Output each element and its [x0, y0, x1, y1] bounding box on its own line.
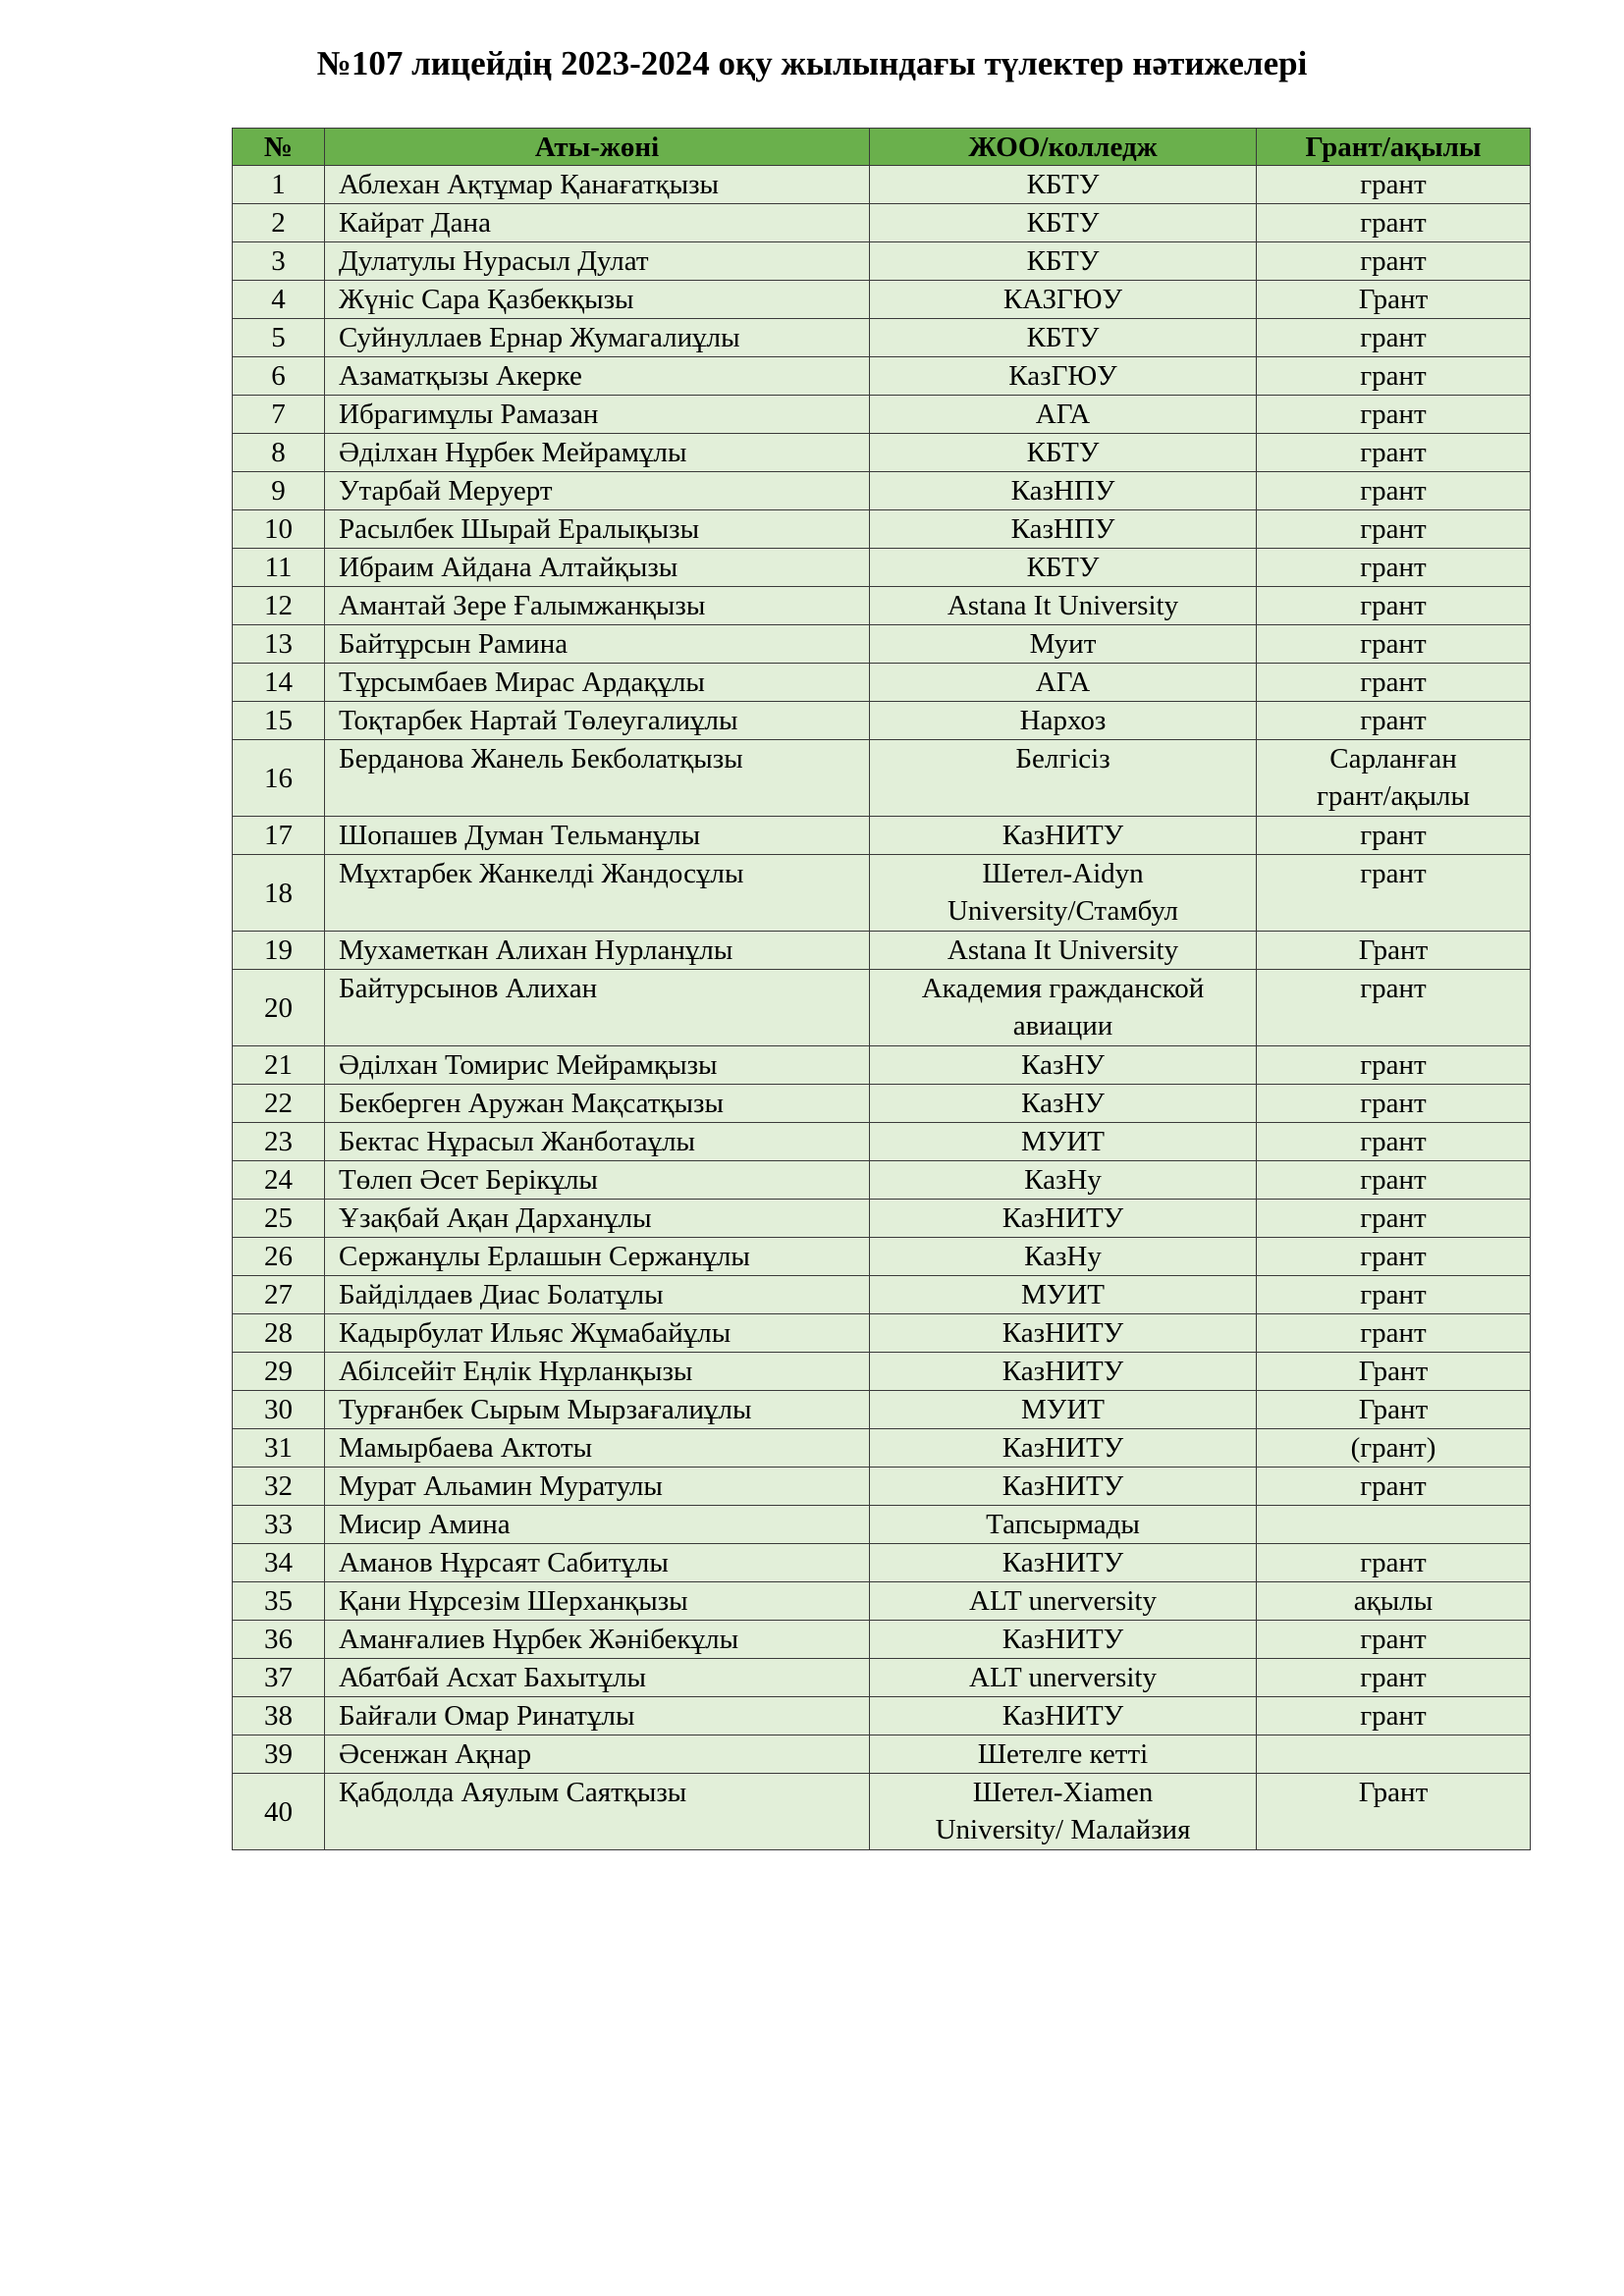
row-number: 23 — [233, 1123, 325, 1161]
row-number: 31 — [233, 1429, 325, 1468]
student-name: Тоқтарбек Нартай Төлеугалиұлы — [325, 702, 870, 740]
table-row — [233, 281, 1531, 319]
row-number: 22 — [233, 1085, 325, 1123]
grant-status: грант — [1257, 357, 1531, 396]
table-row — [233, 319, 1531, 357]
grant-status: ақылы — [1257, 1582, 1531, 1621]
grant-status: грант — [1257, 1659, 1531, 1697]
cell-line: Академия гражданской — [921, 973, 1205, 1004]
university-cell: КазНУ — [870, 1046, 1257, 1085]
row-number: 6 — [233, 357, 325, 396]
row-number: 35 — [233, 1582, 325, 1621]
table-row — [233, 1697, 1531, 1735]
grant-status: грант — [1257, 1085, 1531, 1123]
row-number: 28 — [233, 1314, 325, 1353]
university-cell: КазНу — [870, 1161, 1257, 1200]
table-row — [233, 625, 1531, 664]
row-number: 25 — [233, 1200, 325, 1238]
student-name: Мурат Альамин Муратулы — [325, 1468, 870, 1506]
table-row — [233, 1276, 1531, 1314]
row-number: 19 — [233, 932, 325, 970]
column-header-name: Аты-жөні — [325, 129, 870, 166]
student-name: Кадырбулат Ильяс Жұмабайұлы — [325, 1314, 870, 1353]
student-name: Берданова Жанель Бекболатқызы — [325, 740, 870, 817]
table-row — [233, 1123, 1531, 1161]
grant-status: грант — [1257, 472, 1531, 510]
grant-status: грант — [1257, 204, 1531, 242]
grant-status: грант — [1257, 702, 1531, 740]
grant-status: грант — [1257, 817, 1531, 855]
student-name: Бекберген Аружан Мақсатқызы — [325, 1085, 870, 1123]
student-name: Бектас Нұрасыл Жанботаұлы — [325, 1123, 870, 1161]
cell-line: University/Стамбул — [947, 895, 1179, 927]
university-cell: Тапсырмады — [870, 1506, 1257, 1544]
table-row — [233, 702, 1531, 740]
student-name: Тұрсымбаев Мирас Ардақұлы — [325, 664, 870, 702]
row-number: 14 — [233, 664, 325, 702]
grant-status: грант — [1257, 625, 1531, 664]
student-name: Аблехан Ақтұмар Қанағатқызы — [325, 166, 870, 204]
table-row — [233, 1085, 1531, 1123]
table-row — [233, 1468, 1531, 1506]
university-cell — [870, 1774, 1257, 1850]
grant-status — [1257, 1735, 1531, 1774]
university-cell: АГА — [870, 396, 1257, 434]
university-cell: Astana It University — [870, 932, 1257, 970]
table-body — [233, 166, 1531, 1850]
grant-status: грант — [1257, 1276, 1531, 1314]
grant-status: Грант — [1257, 1774, 1531, 1850]
table-row — [233, 1506, 1531, 1544]
table-row — [233, 1046, 1531, 1085]
grant-status: грант — [1257, 1697, 1531, 1735]
university-cell: ALT unerversity — [870, 1659, 1257, 1697]
university-cell: ALT unerversity — [870, 1582, 1257, 1621]
grant-status: Грант — [1257, 932, 1531, 970]
student-name: Шопашев Думан Тельманұлы — [325, 817, 870, 855]
table-row — [233, 549, 1531, 587]
row-number: 15 — [233, 702, 325, 740]
row-number: 30 — [233, 1391, 325, 1429]
university-cell: КазНИТУ — [870, 1200, 1257, 1238]
column-header-number: № — [233, 129, 325, 166]
table-row — [233, 1161, 1531, 1200]
row-number: 3 — [233, 242, 325, 281]
row-number: 5 — [233, 319, 325, 357]
graduates-table — [232, 128, 1531, 1850]
table-row — [233, 740, 1531, 817]
grant-status: (грант) — [1257, 1429, 1531, 1468]
table-row — [233, 1200, 1531, 1238]
university-cell: МУИТ — [870, 1276, 1257, 1314]
row-number: 32 — [233, 1468, 325, 1506]
university-cell — [870, 855, 1257, 932]
university-cell: Нархоз — [870, 702, 1257, 740]
grant-status: грант — [1257, 1200, 1531, 1238]
university-cell — [870, 970, 1257, 1046]
row-number: 13 — [233, 625, 325, 664]
grant-status: грант — [1257, 587, 1531, 625]
grant-status: Грант — [1257, 281, 1531, 319]
grant-status: грант — [1257, 1046, 1531, 1085]
cell-line: University/ Малайзия — [935, 1814, 1191, 1845]
student-name: Әсенжан Ақнар — [325, 1735, 870, 1774]
university-cell: КБТУ — [870, 242, 1257, 281]
row-number: 26 — [233, 1238, 325, 1276]
student-name: Мухаметкан Алихан Нурланұлы — [325, 932, 870, 970]
table-row — [233, 357, 1531, 396]
row-number: 10 — [233, 510, 325, 549]
university-cell: КазНИТУ — [870, 1697, 1257, 1735]
student-name: Утарбай Меруерт — [325, 472, 870, 510]
table-row — [233, 1774, 1531, 1850]
row-number: 16 — [233, 740, 325, 817]
page-title: №107 лицейдің 2023-2024 оқу жылындағы түлектер нәтижелері — [316, 44, 1308, 82]
grant-status: грант — [1257, 1544, 1531, 1582]
table-row — [233, 587, 1531, 625]
university-cell: КазНИТУ — [870, 817, 1257, 855]
student-name: Суйнуллаев Ернар Жумагалиұлы — [325, 319, 870, 357]
table-header-row — [233, 129, 1531, 166]
student-name: Қани Нұрсезім Шерханқызы — [325, 1582, 870, 1621]
student-name: Мамырбаева Актоты — [325, 1429, 870, 1468]
university-cell: КазНУ — [870, 1085, 1257, 1123]
student-name: Амантай Зере Ғалымжанқызы — [325, 587, 870, 625]
table-row — [233, 1314, 1531, 1353]
table-row — [233, 510, 1531, 549]
table-row — [233, 1735, 1531, 1774]
student-name: Аманов Нұрсаят Сабитұлы — [325, 1544, 870, 1582]
university-cell: Шетелге кетті — [870, 1735, 1257, 1774]
student-name: Төлеп Әсет Берікұлы — [325, 1161, 870, 1200]
grant-status: грант — [1257, 664, 1531, 702]
student-name: Байтұрсын Рамина — [325, 625, 870, 664]
student-name: Сержанұлы Ерлашын Сержанұлы — [325, 1238, 870, 1276]
student-name: Әділхан Томирис Мейрамқызы — [325, 1046, 870, 1085]
cell-line: авиации — [1012, 1010, 1113, 1041]
table-row — [233, 1391, 1531, 1429]
university-cell: КазНу — [870, 1238, 1257, 1276]
row-number: 12 — [233, 587, 325, 625]
row-number: 27 — [233, 1276, 325, 1314]
grant-status: грант — [1257, 434, 1531, 472]
grant-status: грант — [1257, 970, 1531, 1046]
table-row — [233, 1621, 1531, 1659]
student-name: Мұхтарбек Жанкелді Жандосұлы — [325, 855, 870, 932]
university-cell: КБТУ — [870, 434, 1257, 472]
table-row — [233, 1659, 1531, 1697]
university-cell: КазНИТУ — [870, 1314, 1257, 1353]
cell-line: Сарланған — [1329, 743, 1457, 774]
university-cell: Белгісіз — [870, 740, 1257, 817]
row-number: 4 — [233, 281, 325, 319]
university-cell: КазНИТУ — [870, 1621, 1257, 1659]
column-header-university: ЖОО/колледж — [870, 129, 1257, 166]
university-cell: КБТУ — [870, 204, 1257, 242]
table-row — [233, 932, 1531, 970]
row-number: 20 — [233, 970, 325, 1046]
row-number: 37 — [233, 1659, 325, 1697]
student-name: Байғали Омар Ринатұлы — [325, 1697, 870, 1735]
university-cell: КазНИТУ — [870, 1429, 1257, 1468]
row-number: 11 — [233, 549, 325, 587]
row-number: 2 — [233, 204, 325, 242]
table-row — [233, 970, 1531, 1046]
student-name: Жүніс Сара Қазбекқызы — [325, 281, 870, 319]
university-cell: Astana It University — [870, 587, 1257, 625]
grant-status — [1257, 1506, 1531, 1544]
row-number: 9 — [233, 472, 325, 510]
grant-status — [1257, 740, 1531, 817]
grant-status: Грант — [1257, 1353, 1531, 1391]
student-name: Турғанбек Сырым Мырзағалиұлы — [325, 1391, 870, 1429]
university-cell: Муит — [870, 625, 1257, 664]
grant-status: грант — [1257, 1314, 1531, 1353]
row-number: 29 — [233, 1353, 325, 1391]
university-cell: КазНПУ — [870, 510, 1257, 549]
table-row — [233, 396, 1531, 434]
university-cell: КБТУ — [870, 166, 1257, 204]
grant-status: грант — [1257, 549, 1531, 587]
university-cell: МУИТ — [870, 1391, 1257, 1429]
row-number: 7 — [233, 396, 325, 434]
university-cell: КБТУ — [870, 319, 1257, 357]
row-number: 40 — [233, 1774, 325, 1850]
grant-status: грант — [1257, 242, 1531, 281]
row-number: 17 — [233, 817, 325, 855]
student-name: Ибрагимұлы Рамазан — [325, 396, 870, 434]
table-row — [233, 1353, 1531, 1391]
university-cell: КазНИТУ — [870, 1353, 1257, 1391]
grant-status: грант — [1257, 319, 1531, 357]
row-number: 33 — [233, 1506, 325, 1544]
university-cell: АГА — [870, 664, 1257, 702]
table-row — [233, 472, 1531, 510]
row-number: 36 — [233, 1621, 325, 1659]
grant-status: Грант — [1257, 1391, 1531, 1429]
student-name: Абатбай Асхат Бахытұлы — [325, 1659, 870, 1697]
row-number: 21 — [233, 1046, 325, 1085]
student-name: Аманғалиев Нұрбек Жәнібекұлы — [325, 1621, 870, 1659]
student-name: Абілсейіт Еңлік Нұрланқызы — [325, 1353, 870, 1391]
university-cell: МУИТ — [870, 1123, 1257, 1161]
student-name: Байтурсынов Алихан — [325, 970, 870, 1046]
university-cell: КазНИТУ — [870, 1544, 1257, 1582]
table-row — [233, 664, 1531, 702]
row-number: 8 — [233, 434, 325, 472]
table-row — [233, 1429, 1531, 1468]
table-row — [233, 242, 1531, 281]
table-row — [233, 1238, 1531, 1276]
student-name: Ұзақбай Ақан Дарханұлы — [325, 1200, 870, 1238]
table-row — [233, 166, 1531, 204]
grant-status: грант — [1257, 1123, 1531, 1161]
student-name: Байділдаев Диас Болатұлы — [325, 1276, 870, 1314]
table-row — [233, 1582, 1531, 1621]
grant-status: грант — [1257, 166, 1531, 204]
grant-status: грант — [1257, 1621, 1531, 1659]
table-row — [233, 817, 1531, 855]
column-header-grant: Грант/ақылы — [1257, 129, 1531, 166]
cell-line: грант/ақылы — [1317, 780, 1470, 812]
row-number: 18 — [233, 855, 325, 932]
grant-status: грант — [1257, 396, 1531, 434]
university-cell: КБТУ — [870, 549, 1257, 587]
table-row — [233, 434, 1531, 472]
grant-status: грант — [1257, 1238, 1531, 1276]
row-number: 24 — [233, 1161, 325, 1200]
university-cell: КазНПУ — [870, 472, 1257, 510]
grant-status: грант — [1257, 855, 1531, 932]
row-number: 1 — [233, 166, 325, 204]
student-name: Расылбек Шырай Ералықызы — [325, 510, 870, 549]
university-cell: КазГЮУ — [870, 357, 1257, 396]
student-name: Кайрат Дана — [325, 204, 870, 242]
grant-status: грант — [1257, 510, 1531, 549]
table-row — [233, 855, 1531, 932]
grant-status: грант — [1257, 1161, 1531, 1200]
university-cell: КазНИТУ — [870, 1468, 1257, 1506]
student-name: Азаматқызы Акерке — [325, 357, 870, 396]
student-name: Әділхан Нұрбек Мейрамұлы — [325, 434, 870, 472]
grant-status: грант — [1257, 1468, 1531, 1506]
student-name: Мисир Амина — [325, 1506, 870, 1544]
table-row — [233, 204, 1531, 242]
university-cell: КАЗГЮУ — [870, 281, 1257, 319]
table-row — [233, 1544, 1531, 1582]
student-name: Ибраим Айдана Алтайқызы — [325, 549, 870, 587]
cell-line: Шетел-Xiamen — [972, 1777, 1154, 1808]
cell-line: Шетел-Aidyn — [982, 858, 1144, 889]
row-number: 34 — [233, 1544, 325, 1582]
row-number: 39 — [233, 1735, 325, 1774]
student-name: Дулатулы Нурасыл Дулат — [325, 242, 870, 281]
student-name: Қабдолда Аяулым Саятқызы — [325, 1774, 870, 1850]
row-number: 38 — [233, 1697, 325, 1735]
